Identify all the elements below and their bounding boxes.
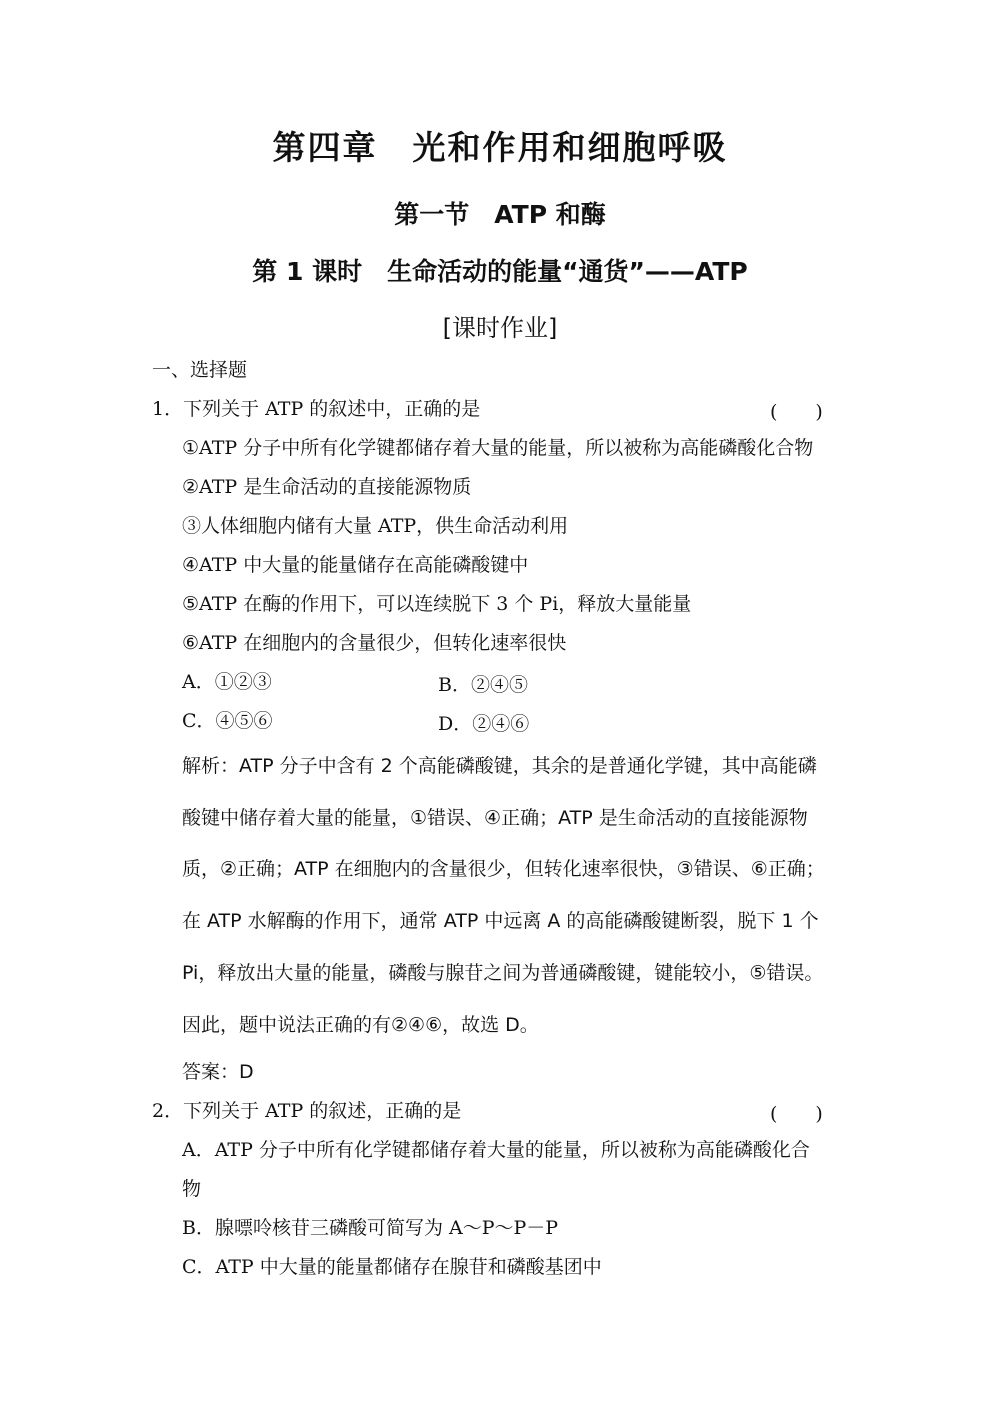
q1-statement-4: ④ATP 中大量的能量储存在高能磷酸键中 bbox=[182, 554, 529, 576]
q1-explanation-line-2: 酸键中储存着大量的能量，①错误、④正确；ATP 是生命活动的直接能源物 bbox=[182, 807, 808, 829]
chapter-title: 第四章 光和作用和细胞呼吸 bbox=[272, 128, 728, 167]
lesson-title: 第 1 课时 生命活动的能量“通货”——ATP bbox=[252, 257, 748, 286]
q1-option-c: C．④⑤⑥ bbox=[182, 710, 273, 732]
q1-explanation-line-3: 质，②正确；ATP 在细胞内的含量很少，但转化速率很快，③错误、⑥正确； bbox=[182, 858, 825, 880]
q2-answer-blank: ( ) bbox=[770, 1103, 823, 1125]
q1-stem: 1．下列关于 ATP 的叙述中，正确的是 bbox=[152, 398, 481, 420]
q1-statement-5: ⑤ATP 在酶的作用下，可以连续脱下 3 个 Pi，释放大量能量 bbox=[182, 593, 692, 615]
q2-stem: 2．下列关于 ATP 的叙述，正确的是 bbox=[152, 1100, 462, 1122]
q2-option-b: B．腺嘌呤核苷三磷酸可简写为 A～P～P－P bbox=[182, 1217, 559, 1239]
q1-option-b: B．②④⑤ bbox=[438, 674, 528, 696]
q1-answer: 答案：D bbox=[182, 1061, 254, 1083]
q1-option-d: D．②④⑥ bbox=[438, 713, 530, 735]
q1-statement-1: ①ATP 分子中所有化学键都储存着大量的能量，所以被称为高能磷酸化合物 bbox=[182, 437, 814, 459]
part-heading: 一、选择题 bbox=[152, 359, 248, 381]
q1-statement-2: ②ATP 是生命活动的直接能源物质 bbox=[182, 476, 472, 498]
q1-explanation-line-5: Pi，释放出大量的能量，磷酸与腺苷之间为普通磷酸键，键能较小，⑤错误。 bbox=[182, 962, 824, 984]
homework-label: [课时作业] bbox=[442, 314, 558, 342]
q2-option-c: C．ATP 中大量的能量都储存在腺苷和磷酸基团中 bbox=[182, 1256, 602, 1278]
q1-statement-6: ⑥ATP 在细胞内的含量很少，但转化速率很快 bbox=[182, 632, 567, 654]
q1-answer-blank: ( ) bbox=[770, 401, 823, 423]
q1-option-a: A．①②③ bbox=[182, 671, 272, 693]
section-title: 第一节 ATP 和酶 bbox=[394, 200, 606, 229]
q1-explanation-line-1: 解析：ATP 分子中含有 2 个高能磷酸键，其余的是普通化学键，其中高能磷 bbox=[182, 755, 817, 777]
q1-statement-3: ③人体细胞内储有大量 ATP，供生命活动利用 bbox=[182, 515, 569, 537]
q2-option-a-continued: 物 bbox=[182, 1178, 202, 1200]
q1-explanation-line-6: 因此，题中说法正确的有②④⑥，故选 D。 bbox=[182, 1014, 539, 1036]
q1-explanation-line-4: 在 ATP 水解酶的作用下，通常 ATP 中远离 A 的高能磷酸键断裂，脱下 1 个 bbox=[182, 910, 819, 932]
q2-option-a: A．ATP 分子中所有化学键都储存着大量的能量，所以被称为高能磷酸化合 bbox=[182, 1139, 810, 1161]
